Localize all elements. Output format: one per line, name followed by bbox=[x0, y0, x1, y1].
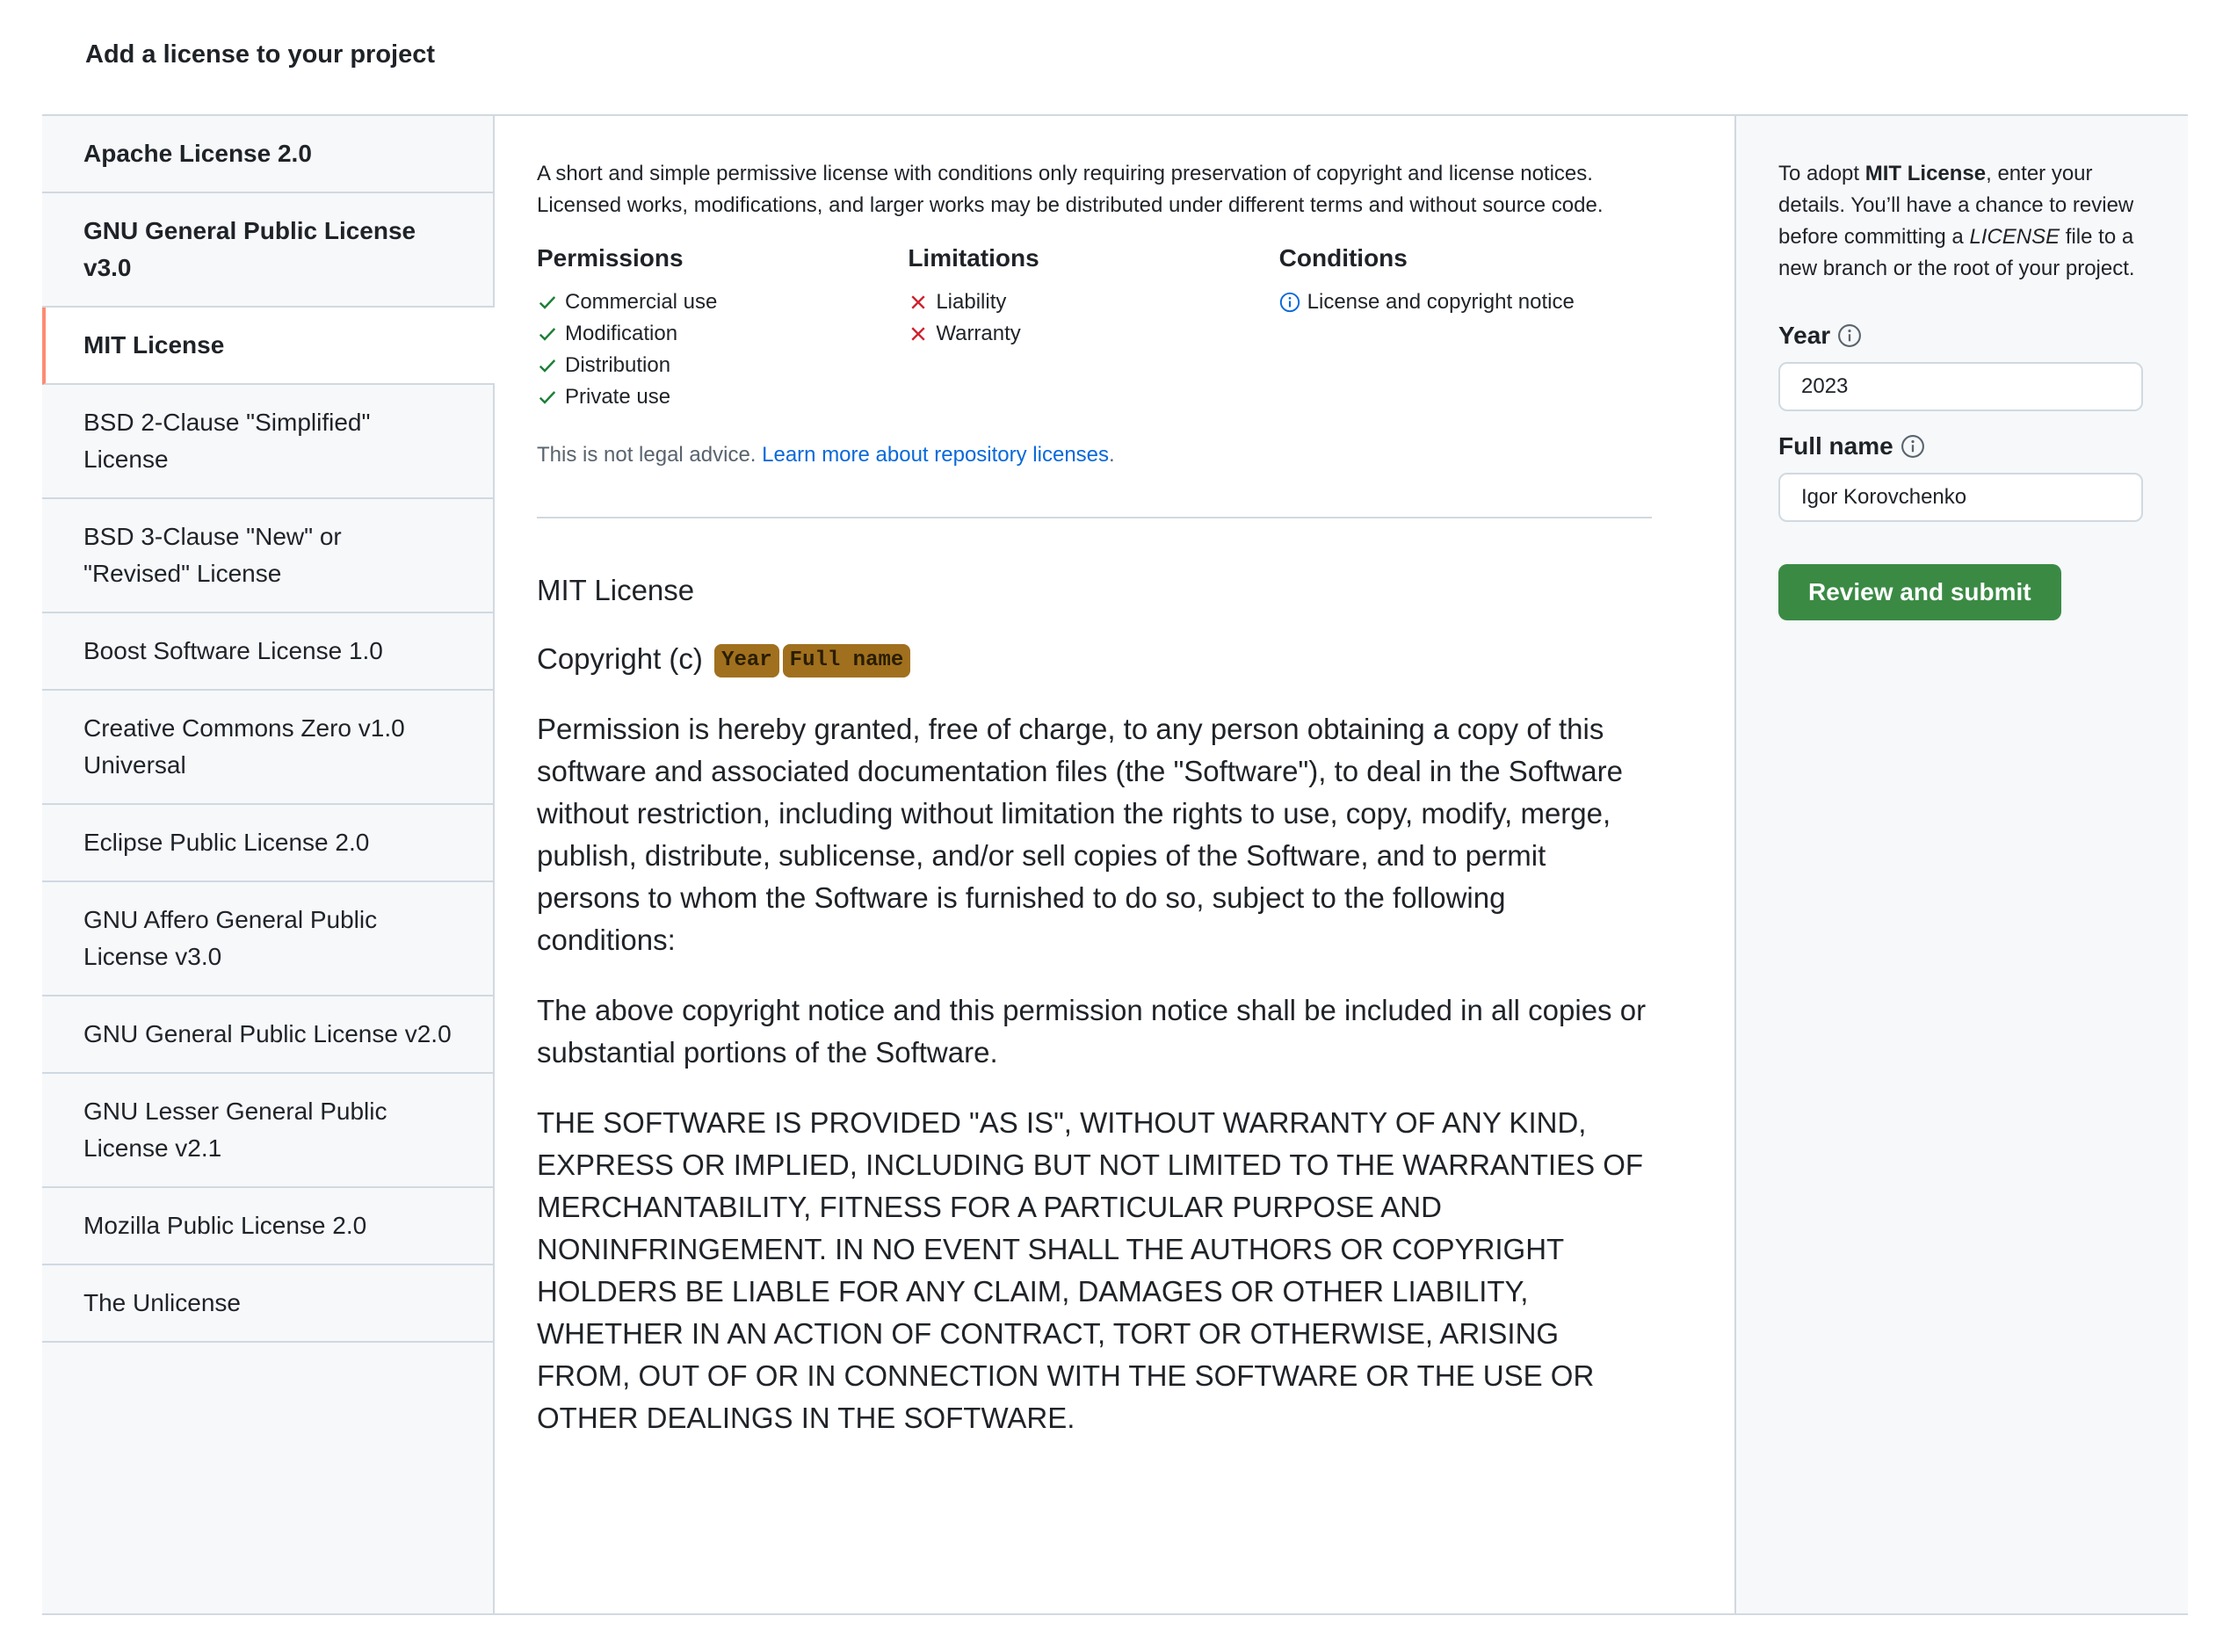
full-name-input[interactable] bbox=[1778, 473, 2143, 522]
license-paragraph-1: Permission is hereby granted, free of charge, to any person obtaining a copy of this software and associated documentation files (the "Software"), to deal in the Software without restriction, including without limitation the rights to use, copy, modify, merge, publish, distribute, sublicense, and/or sell copies of the Software, and to permit persons to whom the Software is furnished to do so, subject to the following conditions: bbox=[537, 713, 1623, 956]
limitations-heading: Limitations bbox=[908, 244, 1039, 272]
condition-label: License and copyright notice bbox=[1307, 290, 1575, 314]
info-icon[interactable] bbox=[1901, 434, 1925, 459]
legal-note-period: . bbox=[1109, 443, 1115, 467]
review-and-submit-button[interactable]: Review and submit bbox=[1778, 564, 2061, 620]
permission-item bbox=[537, 350, 908, 381]
sidebar-item-eclipse-2[interactable]: Eclipse Public License 2.0 bbox=[42, 805, 493, 882]
license-title: MIT License bbox=[537, 574, 695, 606]
permission-item bbox=[537, 381, 908, 413]
condition-item bbox=[1279, 286, 1650, 318]
sidebar-item-lgpl-2-1[interactable]: GNU Lesser General Public License v2.1 bbox=[42, 1074, 493, 1188]
x-icon bbox=[908, 323, 929, 344]
license-text bbox=[537, 569, 1650, 1439]
intro-middle: , enter your details. You’ll have a chance to review before committing a bbox=[1778, 162, 2134, 249]
adopt-license-panel bbox=[1736, 116, 2188, 1613]
permission-label: Commercial use bbox=[565, 290, 718, 314]
full-name-label-text: Full name bbox=[1778, 432, 1893, 460]
license-rules bbox=[537, 241, 1650, 413]
section-divider bbox=[537, 517, 1652, 518]
year-placeholder-badge: Year bbox=[714, 644, 779, 677]
limitations-list bbox=[908, 286, 1278, 350]
conditions-heading: Conditions bbox=[1278, 244, 1408, 272]
sidebar-item-unlicense[interactable]: The Unlicense bbox=[42, 1265, 493, 1343]
sidebar-item-cc0[interactable]: Creative Commons Zero v1.0 Universal bbox=[42, 691, 493, 805]
sidebar-item-gpl-3[interactable]: GNU General Public License v3.0 bbox=[42, 193, 493, 308]
sidebar-item-apache-2[interactable]: Apache License 2.0 bbox=[42, 116, 493, 193]
check-icon bbox=[537, 355, 558, 376]
year-label bbox=[1778, 318, 2146, 353]
copyright-prefix: Copyright (c) bbox=[537, 642, 703, 675]
sidebar-item-mit[interactable]: MIT License bbox=[42, 308, 495, 385]
permission-label: Private use bbox=[565, 385, 671, 409]
license-paragraph-3: THE SOFTWARE IS PROVIDED "AS IS", WITHOUT WARRANTY OF ANY KIND, EXPRESS OR IMPLIED, INCLUDING BUT NOT LIMITED TO THE WARRANTIES OF MERCHANTABILITY, FITNESS FOR A PARTICULAR PURPOSE AND NONINFRINGEMENT. IN NO EVENT SHALL THE AUTHORS OR COPYRIGHT HOLDERS BE LIABLE FOR ANY CLAIM, DAMAGES OR OTHER LIABILITY, WHETHER IN AN ACTION OF CONTRACT, TORT OR OTHERWISE, ARISING FROM, OUT OF OR IN CONNECTION WITH THE SOFTWARE OR THE USE OR OTHER DEALINGS IN THE SOFTWARE. bbox=[537, 1106, 1644, 1434]
info-icon[interactable] bbox=[1837, 323, 1862, 348]
permission-item bbox=[537, 318, 908, 350]
license-picker bbox=[42, 114, 2188, 1615]
sidebar-item-agpl-3[interactable]: GNU Affero General Public License v3.0 bbox=[42, 882, 493, 996]
sidebar-item-boost[interactable]: Boost Software License 1.0 bbox=[42, 613, 493, 691]
permission-item bbox=[537, 286, 908, 318]
conditions-column bbox=[1279, 241, 1650, 413]
limitation-label: Liability bbox=[936, 290, 1007, 314]
sidebar-item-gpl-2[interactable]: GNU General Public License v2.0 bbox=[42, 996, 493, 1074]
x-icon bbox=[908, 292, 929, 313]
permissions-list bbox=[537, 286, 908, 413]
full-name-label bbox=[1778, 429, 2146, 464]
year-input[interactable] bbox=[1778, 362, 2143, 411]
license-details bbox=[495, 116, 1736, 1613]
conditions-list bbox=[1279, 286, 1650, 318]
intro-license-name: MIT License bbox=[1864, 162, 1987, 185]
intro-suffix: file to a new branch or the root of your project. bbox=[1778, 225, 2135, 280]
intro-prefix: To adopt bbox=[1778, 162, 1865, 185]
check-icon bbox=[537, 323, 558, 344]
sidebar-item-bsd-3[interactable]: BSD 3-Clause "New" or "Revised" License bbox=[42, 499, 493, 613]
sidebar-item-mpl-2[interactable]: Mozilla Public License 2.0 bbox=[42, 1188, 493, 1265]
adopt-intro bbox=[1778, 158, 2146, 285]
intro-file-name: LICENSE bbox=[1969, 225, 2060, 249]
limitations-column bbox=[908, 241, 1278, 413]
permission-label: Modification bbox=[565, 322, 678, 345]
info-icon bbox=[1279, 292, 1300, 313]
limitation-label: Warranty bbox=[936, 322, 1021, 345]
sidebar-item-bsd-2[interactable]: BSD 2-Clause "Simplified" License bbox=[42, 385, 493, 499]
permissions-heading: Permissions bbox=[537, 244, 684, 272]
legal-note-text: This is not legal advice. bbox=[537, 443, 757, 467]
license-list bbox=[42, 116, 493, 1343]
permission-label: Distribution bbox=[565, 353, 671, 377]
license-sidebar bbox=[42, 116, 495, 1613]
check-icon bbox=[537, 292, 558, 313]
license-description: A short and simple permissive license with conditions only requiring preservation of copyright and license notices. Licensed works, modifications, and larger works may be distributed under different terms and without source code. bbox=[537, 162, 1604, 217]
repository-licenses-link[interactable]: Learn more about repository licenses bbox=[762, 443, 1110, 467]
check-icon bbox=[537, 387, 558, 408]
limitation-item bbox=[908, 286, 1278, 318]
license-paragraph-2: The above copyright notice and this permission notice shall be included in all copies or substantial portions of the Software. bbox=[537, 994, 1647, 1069]
year-label-text: Year bbox=[1778, 322, 1831, 349]
limitation-item bbox=[908, 318, 1278, 350]
copyright-line bbox=[537, 638, 1650, 680]
page-title: Add a license to your project bbox=[85, 40, 436, 69]
permissions-column bbox=[537, 241, 908, 413]
legal-note bbox=[537, 439, 1650, 471]
full-name-placeholder-badge: Full name bbox=[783, 644, 911, 677]
